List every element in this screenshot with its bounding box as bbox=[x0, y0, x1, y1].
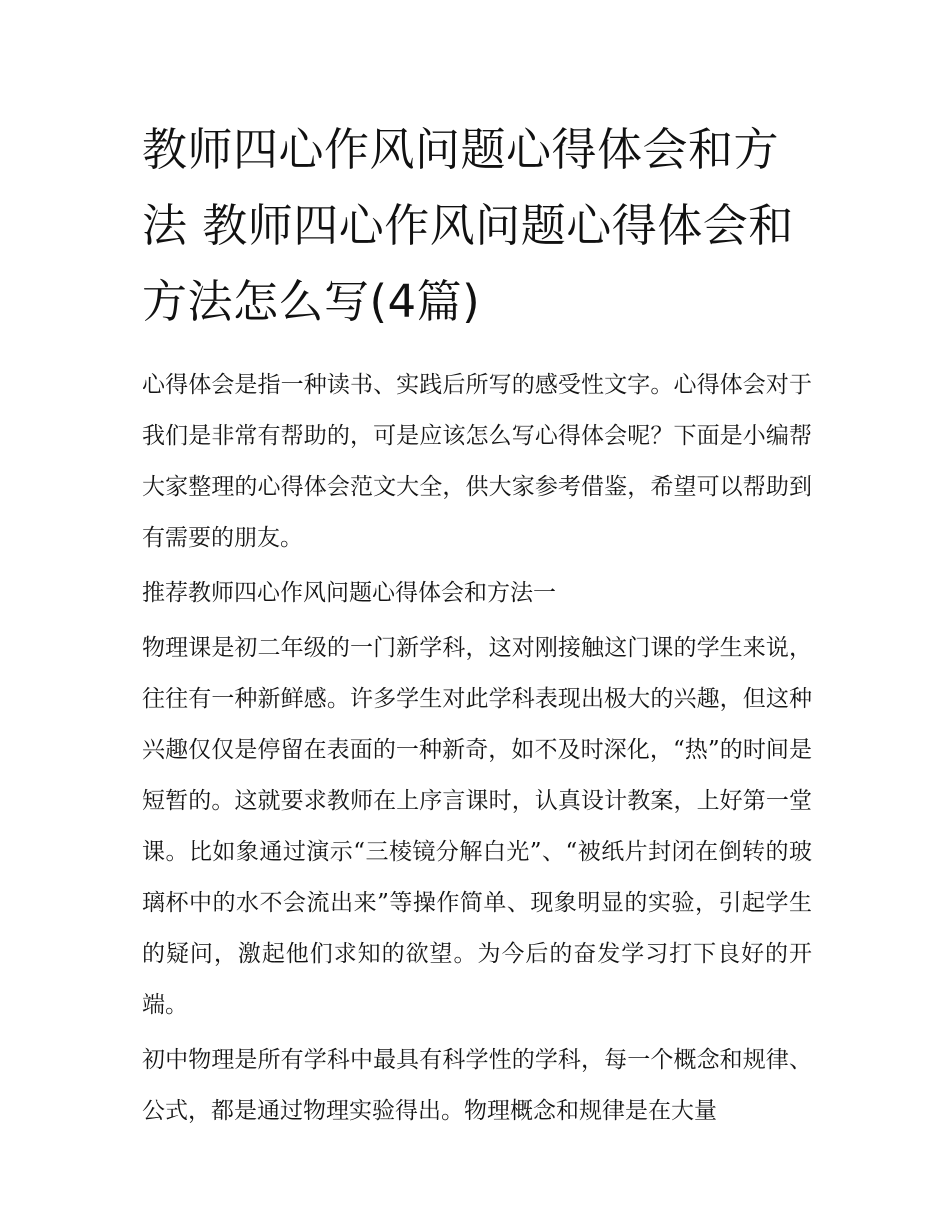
document-title: 教师四心作风问题心得体会和方法 教师四心作风问题心得体会和方法怎么写(4篇) bbox=[142, 123, 794, 328]
intro-paragraph: 心得体会是指一种读书、实践后所写的感受性文字。心得体会对于我们是非常有帮助的，可是应该怎么写心得体会呢？下面是小编帮大家整理的心得体会范文大全，供大家参考借鉴，希望可以帮助到有需要的朋友。 bbox=[142, 372, 812, 551]
body-paragraph: 物理课是初二年级的一门新学科，这对刚接触这门课的学生来说，往往有一种新鲜感。许多学生对此学科表现出极大的兴趣，但这种兴趣仅仅是停留在表面的一种新奇，如不及时深化，“热”的时间是短暂的。这就要求教师在上序言课时，认真设计教案，上好第一堂课。比如象通过演示“三棱镜分解白光”、“被纸片封闭在倒转的玻璃杯中的水不会流出来”等操作简单、现象明显的实验，引起学生的疑问，激起他们求知的欲望。为今后的奋发学习打下良好的开端。 bbox=[142, 635, 812, 1018]
document-body bbox=[142, 360, 812, 1137]
body-paragraph: 初中物理是所有学科中最具有科学性的学科，每一个概念和规律、公式，都是通过物理实验得出。物理概念和规律是在大量 bbox=[142, 1047, 812, 1124]
section-heading: 推荐教师四心作风问题心得体会和方法一 bbox=[142, 580, 556, 606]
document-content bbox=[142, 112, 812, 1137]
